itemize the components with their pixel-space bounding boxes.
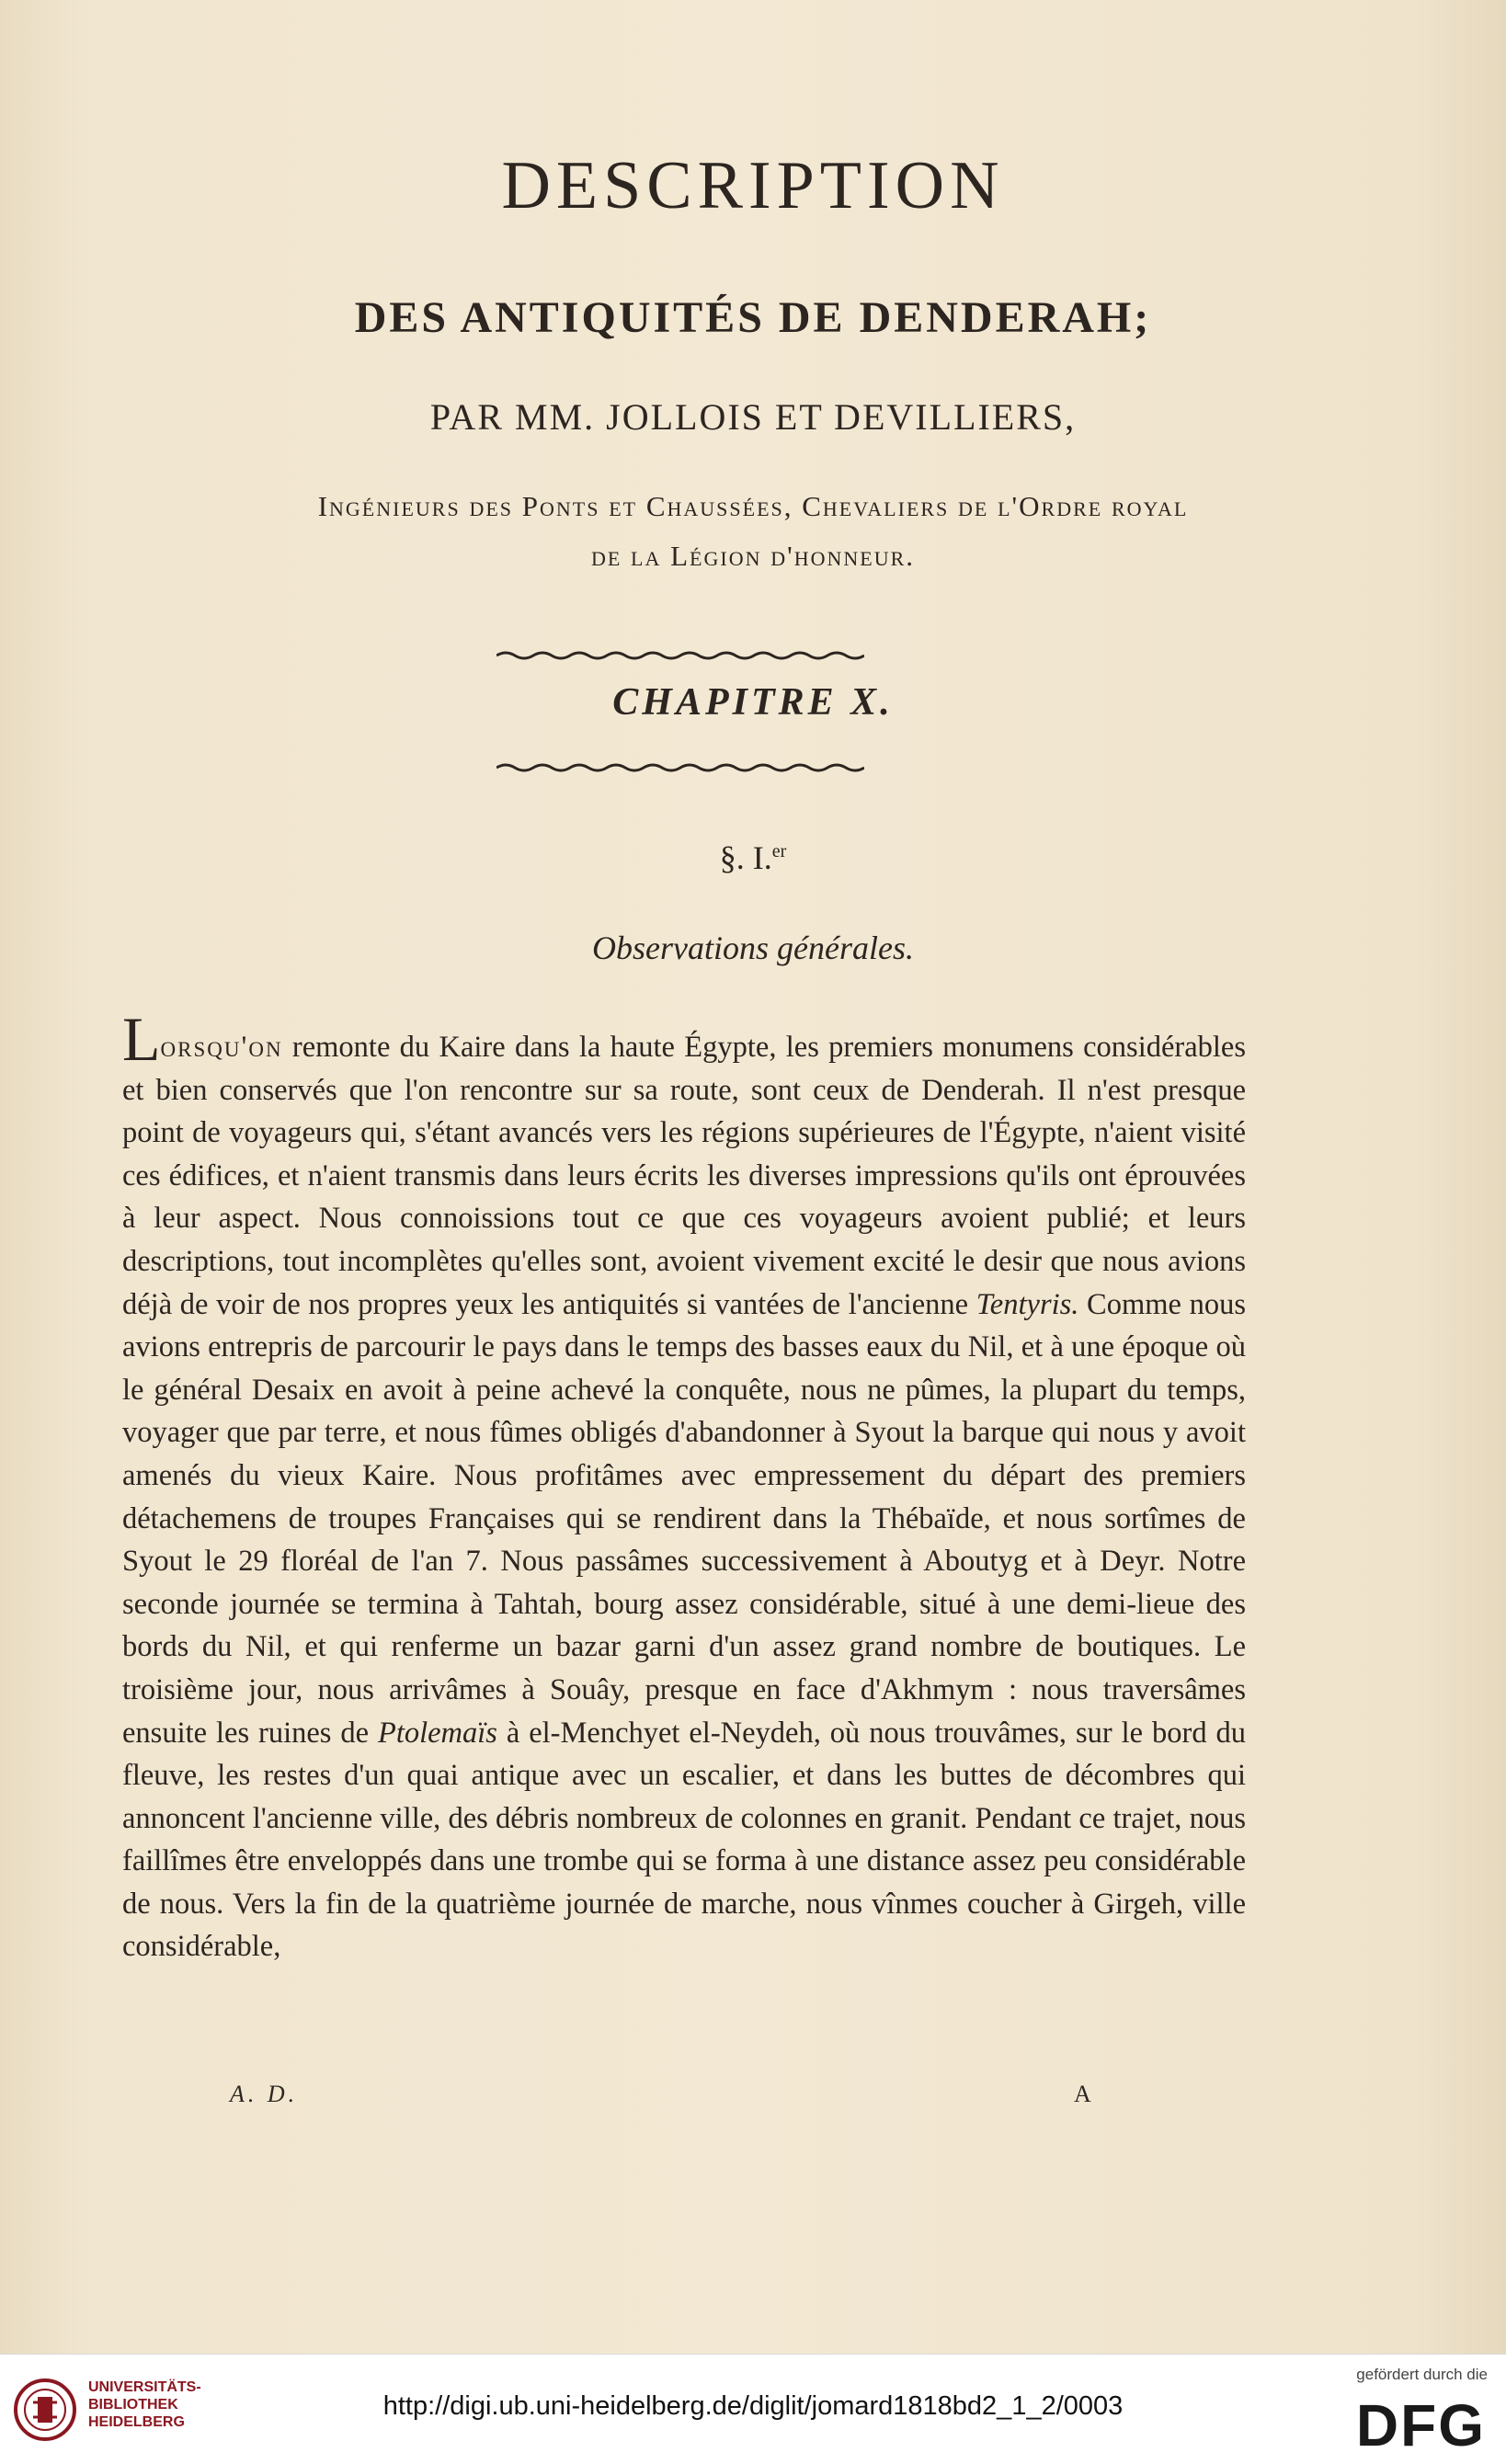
section-number-text: §. I.	[719, 839, 772, 876]
ornament-rule-top-icon	[496, 647, 864, 664]
body-paragraph	[122, 1004, 1246, 1968]
section-number	[0, 838, 1506, 877]
chapter-heading: CHAPITRE X.	[612, 681, 894, 724]
university-name-line-3: HEIDELBERG	[88, 2414, 185, 2430]
body-text-part-2: Comme nous avions entrepris de parcourir le pays dans le temps des basses eaux du Nil, et à une époque où le général Desaix en avoit à peine achevé la conquête, nous ne pûmes, la plupart du temps, voyager que par terre, et nous fûmes obligés d'abandonner à Syout la barque qui nous y avoit amenés du vieux Kaire. Nous profitâmes avec empressement du départ des premiers détachemens de troupes Françaises qui se rendirent dans la Thébaïde, et nous sortîmes de Syout le 29 floréal de l'an 7. Nous passâmes successivement à Aboutyg et à Deyr. Notre seconde journée se termina à Tahtah, bourg assez considérable, situé à une demi-lieue des bords du Nil, et qui renferme un bazar garni d'un assez grand nombre de boutiques. Le troisième jour, nous arrivâmes à Souây, presque en face d'Akhmym : nous traversâmes ensuite les ruines de	[122, 1287, 1246, 1750]
source-url-link[interactable]: http://digi.ub.uni-heidelberg.de/diglit/jomard1818bd2_1_2/0003	[382, 2391, 1124, 2421]
drop-capital: L	[122, 1004, 161, 1074]
section-number-sup: er	[771, 841, 787, 861]
footer-sheet-letter: A	[1074, 2081, 1091, 2107]
university-name-line-1: UNIVERSITÄTS-	[88, 2379, 201, 2395]
body-text-part-3: à el-Menchyet el-Neydeh, où nous trouvâmes, sur le bord du fleuve, les restes d'un quai antique avec un escalier, et dans les buttes de décombres qui annoncent l'ancienne ville, des débris nombreux de colonnes en granit. Pendant ce trajet, nous faillîmes être enveloppés dans une trombe qui se forma à une distance assez peu considérable de nous. Vers la fin de la quatrième journée de marche, nous vînmes coucher à Girgeh, ville considérable,	[122, 1716, 1246, 1964]
affiliation-line-1: Ingénieurs des Ponts et Chaussées, Chevaliers de l'Ordre royal	[317, 490, 1189, 522]
ornament-rule-bottom-icon	[496, 759, 864, 776]
body-text-part-1: remonte du Kaire dans la haute Égypte, les premiers monumens considérables et bien conservés que l'on rencontre sur sa route, sont ceux de Denderah. Il n'est presque point de voyageurs qui, s'étant avancés vers les régions supérieures de l'Égypte, n'aient visité ces édifices, et n'aient transmis dans leurs écrits les diverses impressions qu'ils ont éprouvées à leur aspect. Nous connoissions tout ce que ces voyageurs avoient publié; et leurs descriptions, tout incomplètes qu'elles sont, avoient vivement excité le desir que nous avions déjà de voir de nos propres yeux les antiquités si vantées de l'ancienne	[122, 1031, 1246, 1321]
affiliation-line-2: de la Légion d'honneur.	[590, 540, 916, 572]
page-title: DESCRIPTION	[501, 148, 1005, 223]
footer-signature: A. D.	[230, 2081, 299, 2107]
body-italic-ptolemais: Ptolemaïs	[377, 1716, 497, 1750]
section-title: Observations générales.	[592, 930, 914, 966]
funding-note: gefördert durch die	[1356, 2366, 1488, 2383]
dfg-logo: DFG	[1355, 2392, 1486, 2458]
page-subtitle: DES ANTIQUITÉS DE DENDERAH;	[354, 293, 1152, 342]
lead-small-caps: orsqu'on	[160, 1031, 283, 1064]
bottom-info-bar	[0, 2354, 1506, 2464]
body-italic-tentyris: Tentyris.	[975, 1287, 1079, 1321]
university-name-line-2: BIBLIOTHEK	[88, 2397, 178, 2413]
authors-line: PAR MM. JOLLOIS ET DEVILLIERS,	[429, 396, 1077, 438]
